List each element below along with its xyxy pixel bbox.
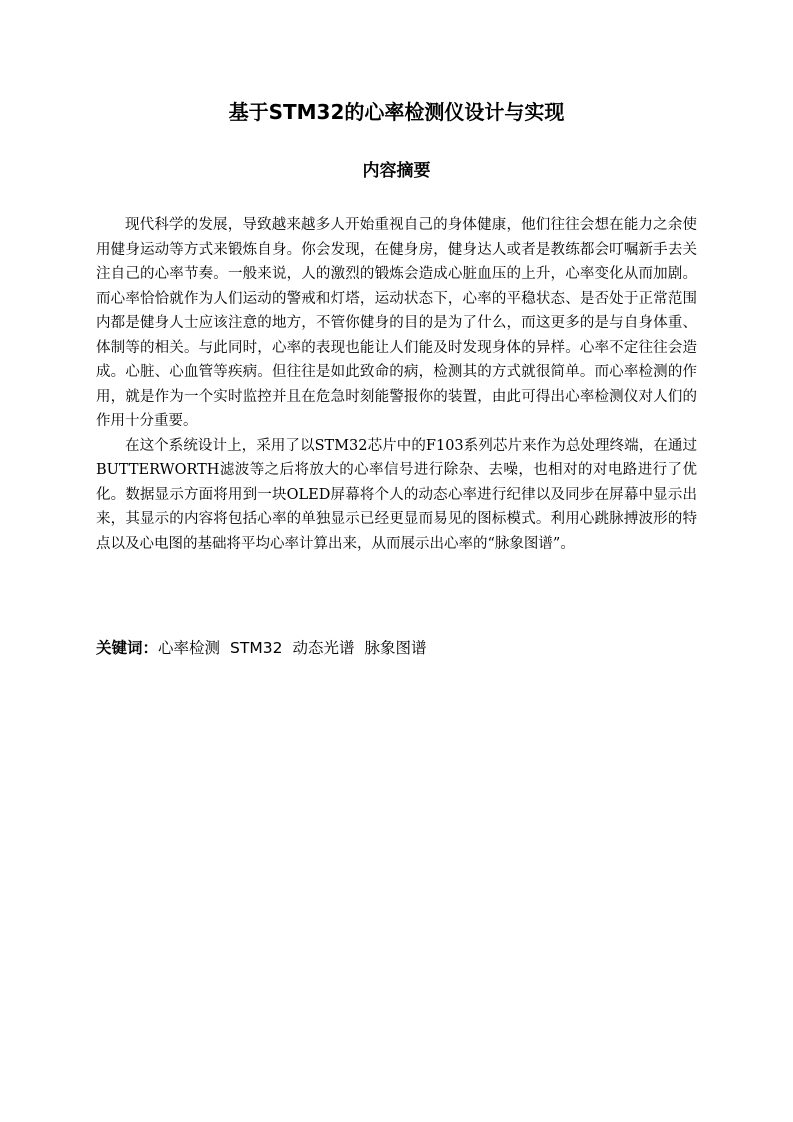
keyword-item: 动态光谱 [292,639,355,657]
abstract-paragraph: 现代科学的发展，导致越来越多人开始重视自己的身体健康，他们往往会想在能力之余使用健身运动等方式来锻炼自身。你会发现，在健身房，健身达人或者是教练都会叮嘱新手去关注自己的心率节奏。一般来说，人的激烈的锻炼会造成心脏血压的上升，心率变化从而加剧。而心率恰恰就作为人们运动的警戒和灯塔，运动状态下，心率的平稳状态、是否处于正常范围内都是健身人士应该注意的地方，不管你健身的目的是为了什么，而这更多的是与自身体重、体制等的相关。与此同时，心率的表现也能让人们能及时发现身体的异样。心率不定往往会造成。心脏、心血管等疾病。但往往是如此致命的病，检测其的方式就很简单。而心率检测的作用，就是作为一个实时监控并且在危急时刻能警报你的装置，由此可得出心率检测仪对人们的作用十分重要。 [96,217,697,429]
keyword-item: 脉象图谱 [364,639,427,657]
keywords-line [96,636,697,660]
abstract-paragraph: 在这个系统设计上，采用了以STM32芯片中的F103系列芯片来作为总处理终端，在通过BUTTERWORTH滤波等之后将放大的心率信号进行除杂、去噪，也相对的对电路进行了优化。数据显示方面将用到一块OLED屏幕将个人的动态心率进行纪律以及同步在屏幕中显示出来，其显示的内容将包括心率的单独显示已经更显而易见的图标模式。利用心跳脉搏波形的特点以及心电图的基础将平均心率计算出来，从而展示出心率的“脉象图谱”。 [96,437,697,552]
abstract-heading: 内容摘要 [362,161,431,181]
keyword-item: 心率检测 [158,639,221,657]
document-title: 基于STM32的心率检测仪设计与实现 [228,100,565,124]
abstract-body [96,213,697,556]
keyword-item: STM32 [230,639,283,657]
keywords-label: 关键词： [96,639,159,657]
